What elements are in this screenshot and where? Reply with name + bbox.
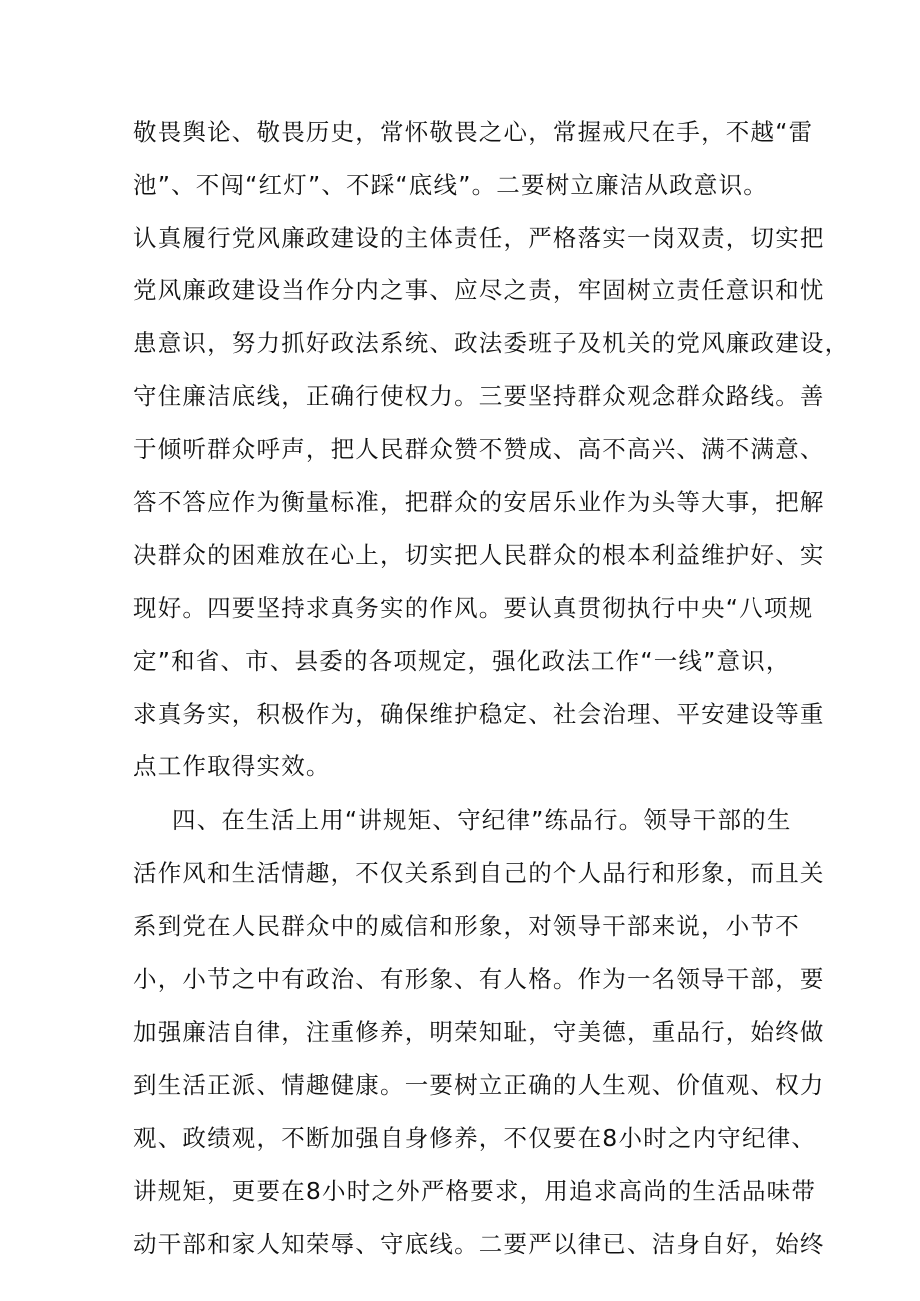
text-line: 小，小节之中有政治、有形象、有人格。作为一名领导干部，要 xyxy=(133,965,825,993)
text-line: 系到党在人民群众中的威信和形象，对领导干部来说，小节不 xyxy=(133,912,800,940)
text-line: 动干部和家人知荣辱、守底线。二要严以律已、洁身自好，始终 xyxy=(133,1230,825,1258)
text-line: 守住廉洁底线，正确行使权力。三要坚持群众观念群众路线。善 xyxy=(133,382,825,410)
text-line: 敬畏舆论、敬畏历史，常怀敬畏之心，常握戒尺在手，不越“雷 xyxy=(133,118,814,146)
text-line: 讲规矩，更要在8小时之外严格要求，用追求高尚的生活品味带 xyxy=(133,1177,817,1205)
text-line: 到生活正派、情趣健康。一要树立正确的人生观、价值观、权力 xyxy=(133,1071,825,1099)
text-line: 求真务实，积极作为，确保维护稳定、社会治理、平安建设等重 xyxy=(133,700,825,728)
text-line: 答不答应作为衡量标准，把群众的安居乐业作为头等大事，把解 xyxy=(133,488,825,516)
text-line: 现好。四要坚持求真务实的作风。要认真贯彻执行中央“八项规 xyxy=(133,594,814,622)
text-line: 池”、不闯“红灯”、不踩“底线”。二要树立廉洁从政意识。 xyxy=(133,171,768,199)
paragraph-heading-line: 四、在生活上用“讲规矩、守纪律”练品行。领导干部的生 xyxy=(172,806,792,834)
text-line: 决群众的困难放在心上，切实把人民群众的根本利益维护好、实 xyxy=(133,541,825,569)
text-line: 加强廉洁自律，注重修养，明荣知耻，守美德，重品行，始终做 xyxy=(133,1018,825,1046)
text-line: 定”和省、市、县委的各项规定，强化政法工作“一线”意识， xyxy=(133,647,791,675)
text-line: 观、政绩观，不断加强自身修养，不仅要在8小时之内守纪律、 xyxy=(133,1124,817,1152)
text-line: 患意识，努力抓好政法系统、政法委班子及机关的党风廉政建设， xyxy=(133,329,850,357)
text-line: 点工作取得实效。 xyxy=(133,752,331,780)
text-line: 活作风和生活情趣，不仅关系到自己的个人品行和形象，而且关 xyxy=(133,859,825,887)
text-line: 党风廉政建设当作分内之事、应尽之责，牢固树立责任意识和忧 xyxy=(133,276,825,304)
text-line: 于倾听群众呼声，把人民群众赞不赞成、高不高兴、满不满意、 xyxy=(133,435,825,463)
text-line: 认真履行党风廉政建设的主体责任，严格落实一岗双责，切实把 xyxy=(133,224,825,252)
